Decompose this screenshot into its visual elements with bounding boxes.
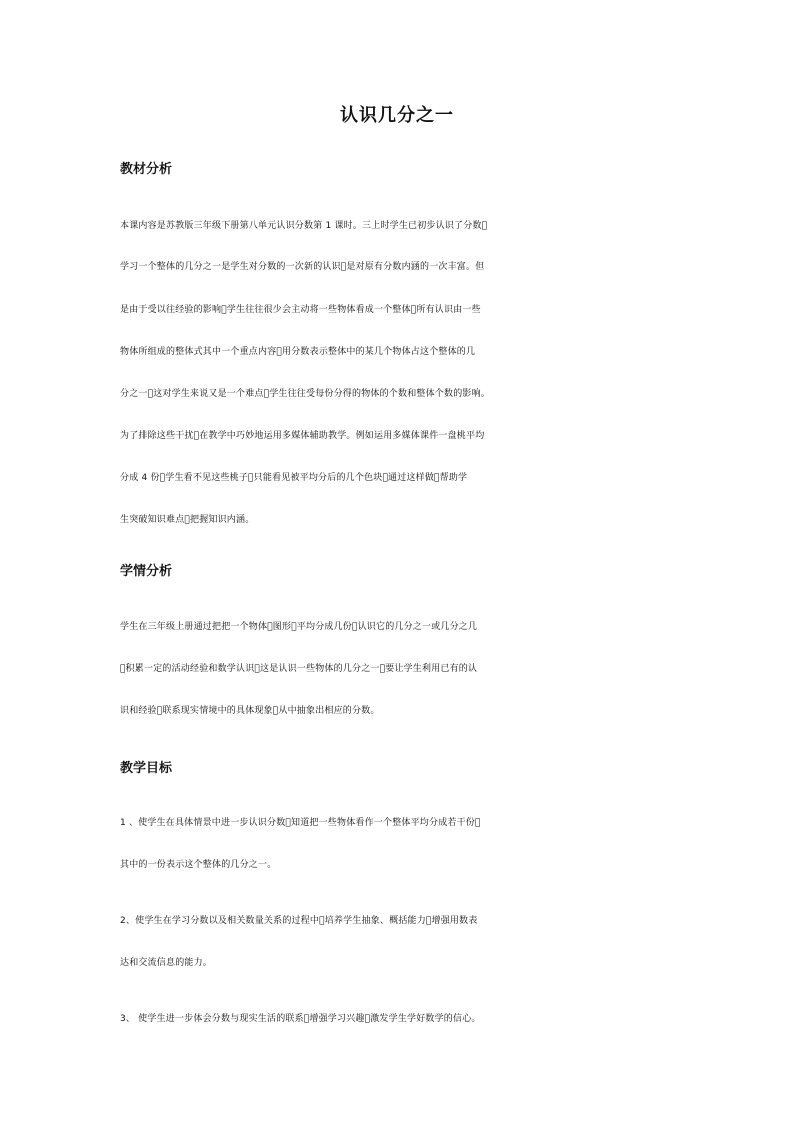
goal-line: 其中的一份表示这个整体的几分之一。 [120, 860, 277, 870]
paragraph-line: 本课内容是苏教版三年级下册第八单元认识分数第 1 课时。三上时学生已初步认识了分数 [120, 221, 482, 231]
paragraph-line: 分成 4 份 学生看不见这些桃子 只能看见被平均分后的几个色块 通过这样做 帮助学 [120, 473, 458, 483]
goal-line: 2、使学生在学习分数以及相关数量关系的过程中 培养学生抽象、概括能力 增强用数表 [120, 916, 473, 926]
paragraph-line: 生突破知识难点 把握知识内涵。 [120, 515, 252, 525]
paragraph-line: 积累一定的活动经验和数学认识 这是认识一些物体的几分之一 要让学生利用已有的认 [120, 664, 467, 674]
goal-line: 3、 使学生进一步体会分数与现实生活的联系 增强学习兴趣 激发学生学好数学的信心。 [120, 1014, 476, 1024]
goal-line: 达和交流信息的能力。 [120, 958, 213, 968]
section-heading-learner-analysis: 学情分析 [120, 564, 173, 579]
paragraph-line: 物体所组成的整体式其中一个重点内容 用分数表示整体中的某几个物体占这个整体的几 [120, 347, 473, 357]
section-heading-teaching-goals: 教学目标 [120, 761, 173, 776]
paragraph-line: 学习一个整体的几分之一是学生对分数的一次新的认识 是对原有分数内涵的一次丰富。但 [120, 262, 482, 272]
paragraph-line: 学生在三年级上册通过把把一个物体 图形 平均分成几份 认识它的几分之一或几分之几 [120, 622, 470, 632]
paragraph-line: 是由于受以往经验的影响 学生往往很少会主动将一些物体看成一个整体 所有认识由一些 [120, 305, 476, 315]
page-title: 认识几分之一 [340, 105, 454, 126]
section-heading-material-analysis: 教材分析 [120, 162, 173, 177]
paragraph-line: 识和经验 联系现实情境中的具体现象 从中抽象出相应的分数。 [120, 706, 375, 716]
paragraph-line: 分之一 这对学生来说又是一个难点 学生往往受每份分得的物体的个数和整体个数的影响。 [120, 389, 485, 399]
paragraph-line: 为了排除这些干扰 在教学中巧妙地运用多媒体辅助教学。例如运用多媒体课件一盘桃平均 [120, 431, 482, 441]
goal-line: 1 、使学生在具体情景中进一步认识分数 知道把一些物体看作一个整体平均分成若干份 [120, 818, 473, 828]
